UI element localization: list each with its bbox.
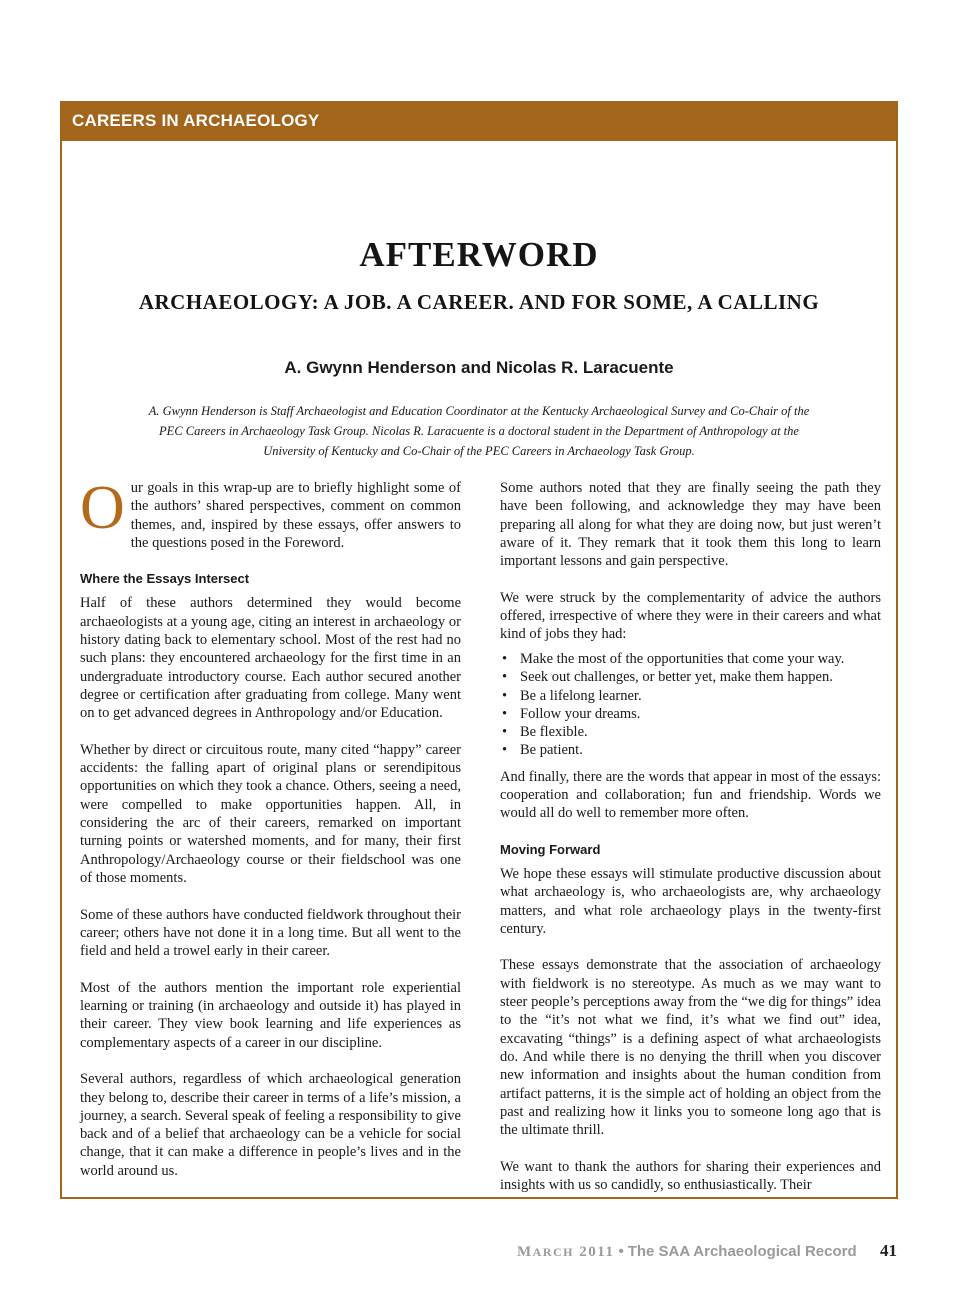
paragraph: We hope these essays will stimulate productive discussion about what archaeology is, who archaeologists are, why archaeology matters, and what role archaeology plays in the twenty-first century. (500, 865, 881, 937)
right-column (500, 479, 881, 1213)
footer-month-rest: ARCH (532, 1245, 575, 1259)
advice-list-item: • Follow your dreams. (500, 705, 881, 723)
author-bio-line: University of Kentucky and Co-Chair of the PEC Careers in Archaeology Task Group. (263, 444, 695, 458)
footer-journal-name: The SAA Archaeological Record (627, 1243, 857, 1260)
article-authors: A. Gwynn Henderson and Nicolas R. Laracuente (284, 358, 674, 377)
article-frame (60, 101, 898, 1199)
paragraph: Some authors noted that they are finally seeing the path they have been following, and acknowledge they may have been preparing all along for what they are doing now, but just weren’t aware of it. They remark that it took them this long to learn important lessons and gain perspective. (500, 480, 881, 570)
paragraph: These essays demonstrate that the association of archaeology with fieldwork is no stereotype. As much as we may want to steer people’s perceptions away from the “we dig for things” idea to the “it’s not what we find, it’s what we find out” idea, excavating “things” is a defining aspect of what archaeologists do. And while there is no denying the thrill when you discover new information and insights about the human condition from artifact patterns, it is the simple act of holding an object from the past and realizing how it links you to someone long ago that is the ultimate thrill. (500, 957, 881, 1139)
paragraph: Half of these authors determined they would become archaeologists at a young age, citing an interest in archaeology or history dating back to elementary school. Most of the rest had no such plans: they encountered archaeology for the first time in an undergraduate introductory course. Each author secured another degree or certification after graduating from college. Many went on to get advanced degrees in Anthropology and/or Education. (80, 595, 461, 722)
author-bio-line: PEC Careers in Archaeology Task Group. Nicolas R. Laracuente is a doctoral student in the Department of Anthropology at the (159, 424, 799, 438)
advice-list-item: • Be a lifelong learner. (500, 687, 881, 705)
author-bio-line: A. Gwynn Henderson is Staff Archaeologist and Education Coordinator at the Kentucky Archaeological Survey and Co-Chair of the (148, 404, 810, 418)
section-heading-intersect: Where the Essays Intersect (80, 571, 250, 587)
advice-list-item: • Be flexible. (500, 723, 881, 741)
footer-month-initial: M (517, 1244, 533, 1260)
intro-paragraph (80, 474, 461, 552)
footer-month (517, 1244, 614, 1260)
paragraph: Most of the authors mention the important role experiential learning or training (in archaeology and outside it) has played in their career. They view book learning and life experiences as complementary aspects of a career in our discipline. (80, 979, 461, 1051)
advice-list (500, 650, 881, 760)
advice-list-item: • Seek out challenges, or better yet, make them happen. (500, 668, 881, 686)
paragraph: We want to thank the authors for sharing their experiences and insights with us so candidly, so enthusiastically. Their (500, 1158, 881, 1193)
article-title: AFTERWORD (359, 235, 599, 274)
section-banner (62, 103, 896, 141)
left-column (80, 474, 461, 1198)
paragraph: We were struck by the complementarity of advice the authors offered, irrespective of where they were in their careers and what kind of jobs they had: (500, 589, 881, 643)
page-number: 41 (880, 1241, 897, 1260)
section-banner-label: CAREERS IN ARCHAEOLOGY (72, 111, 320, 130)
article-subtitle: ARCHAEOLOGY: A JOB. A CAREER. AND FOR SOME, A CALLING (138, 290, 820, 314)
intro-text: ur goals in this wrap-up are to briefly highlight some of the authors’ shared perspectives, comment on common themes, and, inspired by these essays, offer answers to the questions posed in the Foreword. (130, 480, 461, 551)
page-footer (517, 1243, 857, 1261)
paragraph: And finally, there are the words that appear in most of the essays: cooperation and collaboration; fun and friendship. Words we would all do well to remember more often. (500, 768, 881, 822)
section-heading-moving-forward: Moving Forward (500, 841, 601, 857)
footer-year: 2011 (579, 1244, 615, 1260)
advice-list-item: • Be patient. (500, 741, 881, 759)
paragraph: Whether by direct or circuitous route, many cited “happy” career accidents: the falling apart of original plans or serendipitous opportunities on which they took a chance. Others, seeing a need, were compelled to make opportunities happen. All, in considering the arc of their careers, remarked on important turning points or watershed moments, and for many, their first Anthropology/Archaeology course or their fieldschool was one of those moments. (80, 741, 461, 886)
paragraph: Several authors, regardless of which archaeological generation they belong to, describe their career in terms of a life’s mission, a journey, a search. Several speak of feeling a responsibility to give back and of a belief that archaeology can be a vehicle for social change, that it can make a difference in people’s lives and in the world around us. (80, 1071, 461, 1179)
footer-separator: • (618, 1243, 624, 1260)
author-bio (122, 401, 836, 461)
advice-list-item: • Make the most of the opportunities that come your way. (500, 650, 881, 668)
paragraph: Some of these authors have conducted fieldwork throughout their career; others have not done it in a long time. But all went to the field and held a trowel early in their career. (80, 906, 461, 960)
drop-cap: O (80, 474, 125, 542)
